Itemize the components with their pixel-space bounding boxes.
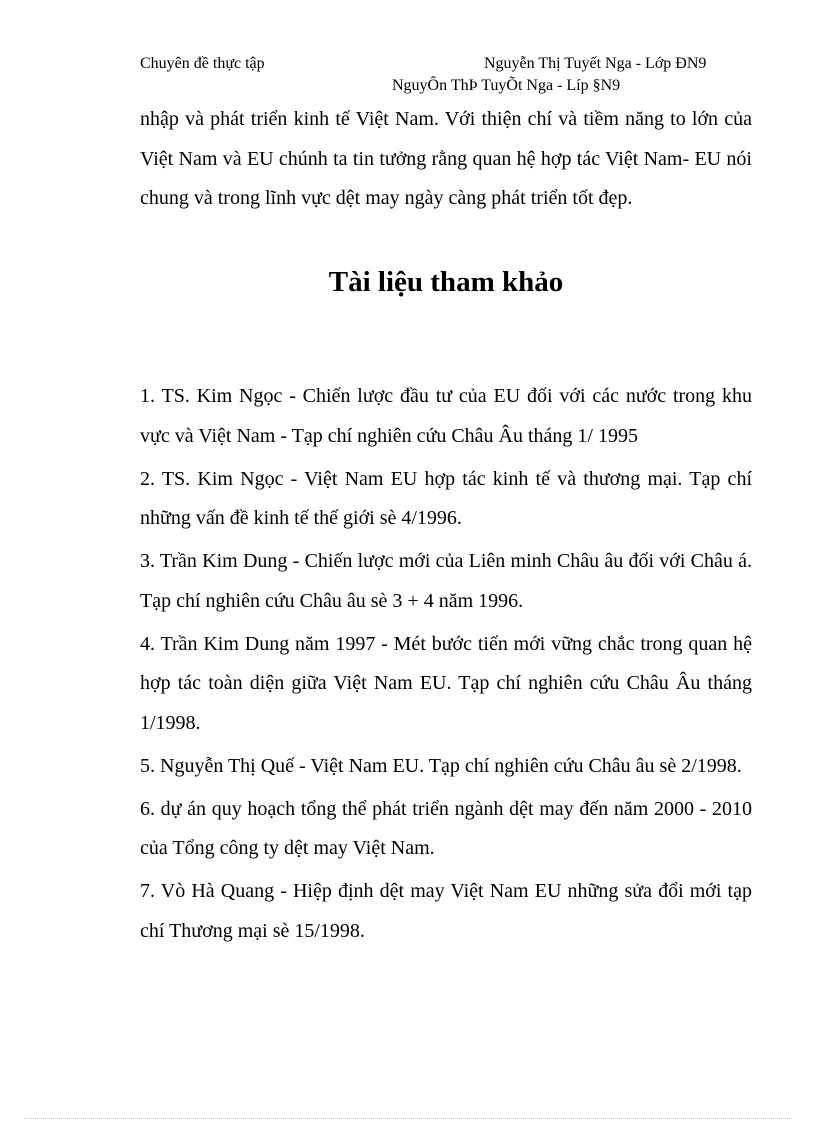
intro-paragraph: nhập và phát triển kinh tế Việt Nam. Với thiện chí và tiềm năng to lớn của Việt Nam và EU chúnh ta tin tưởng rằng quan hệ hợp tác Việt Nam- EU nói chung và trong lĩnh vực dệt may ngày càng phát triển tốt đẹp.	[140, 108, 752, 209]
reference-item-1: 1. TS. Kim Ngọc - Chiến lược đầu tư của EU đối với các nước trong khu vực và Việt Nam - Tạp chí nghiên cứu Châu Âu tháng 1/ 1995	[140, 385, 752, 447]
header-left-title: Chuyên đề thực tập	[140, 55, 265, 72]
reference-item-7: 7. Vò Hà Quang - Hiệp định dệt may Việt Nam EU những sửa đổi mới tạp chí Thương mại sè 15/1998.	[140, 880, 752, 942]
reference-item-6: 6. dự án quy hoạch tổng thể phát triển ngành dệt may đến năm 2000 - 2010 của Tổng công ty dệt may Việt Nam.	[140, 797, 752, 859]
reference-item-5: 5. Nguyễn Thị Quế - Việt Nam EU. Tạp chí nghiên cứu Châu âu sè 2/1998.	[140, 754, 742, 777]
footer-divider	[24, 1118, 792, 1119]
references-title: Tài liệu tham khảo	[328, 266, 564, 298]
reference-item-3: 3. Trần Kim Dung - Chiến lược mới của Liên minh Châu âu đối với Châu á. Tạp chí nghiên cứu Châu âu sè 3 + 4 năm 1996.	[140, 550, 752, 612]
reference-item-2: 2. TS. Kim Ngọc - Việt Nam EU hợp tác kinh tế và thương mại. Tạp chí những vấn đề kinh tế thế giới sè 4/1996.	[140, 467, 752, 529]
header-author-legacy-encoding: NguyÔn ThÞ TuyÕt Nga - Líp §N9	[392, 77, 621, 94]
header-right-author: Nguyễn Thị Tuyết Nga - Lớp ĐN9	[484, 55, 707, 72]
reference-list	[140, 377, 752, 955]
reference-item-4: 4. Trần Kim Dung năm 1997 - Mét bước tiến mới vững chắc trong quan hệ hợp tác toàn diện giữa Việt Nam EU. Tạp chí nghiên cứu Châu Âu tháng 1/1998.	[140, 632, 752, 734]
